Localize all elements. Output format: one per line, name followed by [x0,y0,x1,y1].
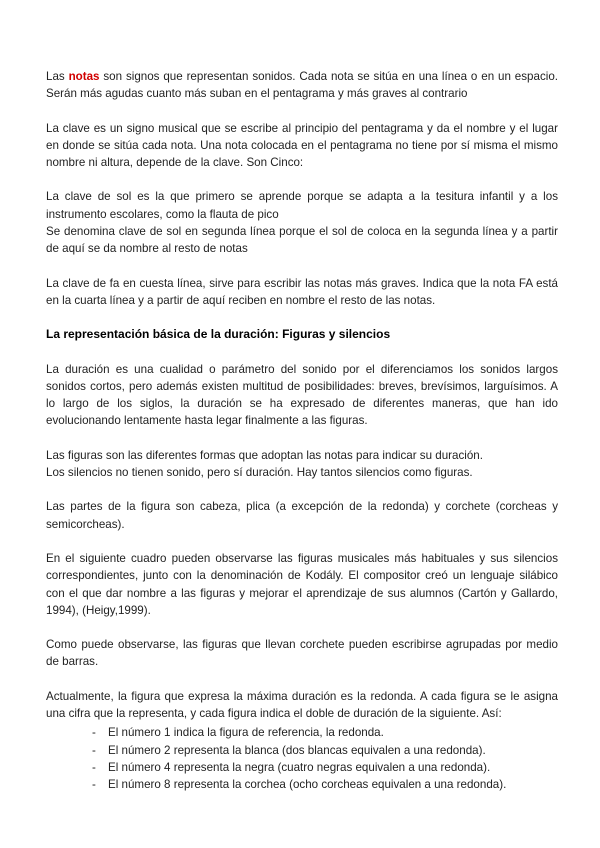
figures-list [46,724,558,793]
list-item-text: El número 1 indica la figura de referencia, la redonda. [108,726,384,740]
paragraph-silencios: Los silencios no tienen sonido, pero sí duración. Hay tantos silencios como figuras. [46,466,473,480]
list-dash: - [92,726,96,740]
list-dash: - [92,760,96,774]
list-item-text: El número 4 representa la negra (cuatro negras equivalen a una redonda). [108,760,491,774]
paragraph-partes-figura: Las partes de la figura son cabeza, plica (a excepción de la redonda) y corchete (corcheas y semicorcheas). [46,500,558,531]
list-item-text: El número 2 representa la blanca (dos blancas equivalen a una redonda). [108,743,486,757]
paragraph-clave-fa: La clave de fa en cuesta línea, sirve para escribir las notas más graves. Indica que la nota FA está en la cuarta línea y a partir de aquí reciben en nombre el resto de las notas. [46,276,558,307]
paragraph-duracion: La duración es una cualidad o parámetro del sonido por el diferenciamos los sonidos largos sonidos cortos, pero además existen multitud de posibilidades: breves, brevísimos, larguísimos. A lo largo de los siglos, la duración se ha expresado de diferentes maneras, que han ido evolucionando lentamente hasta legar finalmente a las figuras. [46,362,558,428]
list-item-text: El número 8 representa la corchea (ocho corcheas equivalen a una redonda). [108,778,507,792]
list-item [92,742,558,759]
list-item [92,724,558,741]
paragraph-notas [46,68,558,103]
list-dash: - [92,778,96,792]
paragraph-clave-sol: La clave de sol es la que primero se aprende porque se adapta a la tesitura infantil y a los instrumento escolares, como la flauta de pico [46,190,558,221]
section-heading: La representación básica de la duración: Figuras y silencios [46,327,391,342]
list-item [92,759,558,776]
notas-highlight: notas [68,70,100,83]
list-dash: - [92,743,96,757]
paragraph-figuras: Las figuras son las diferentes formas que adoptan las notas para indicar su duración. [46,448,483,462]
paragraph-corchete: Como puede observarse, las figuras que llevan corchete pueden escribirse agrupadas por medio de barras. [46,638,558,669]
paragraph-clave: La clave es un signo musical que se escribe al principio del pentagrama y da el nombre y el lugar en donde se sitúa cada nota. Una nota colocada en el pentagrama no tiene por sí misma el mismo nombre ni altura, depende de la clave. Son Cinco: [46,121,558,170]
paragraph-cuadro: En el siguiente cuadro pueden observarse las figuras musicales más habituales y sus silencios correspondientes, junto con la denominación de Kodály. El compositor creó un lenguaje silábico con el que dar nombre a las figuras y mejorar el aprendizaje de sus alumnos (Cartón y Gallardo, 1994), (Heigy,1999). [46,551,558,617]
paragraph-notas-prefix: Las [46,70,69,83]
list-item [92,776,558,793]
paragraph-redonda: Actualmente, la figura que expresa la máxima duración es la redonda. A cada figura se le asigna una cifra que la representa, y cada figura indica el doble de duración de la siguiente. Así: [46,689,558,721]
paragraph-clave-sol-segunda: Se denomina clave de sol en segunda línea porque el sol de coloca en la segunda línea y a partir de aquí se da nombre al resto de notas [46,225,558,256]
document-page [46,68,558,794]
paragraph-notas-rest: son signos que representan sonidos. Cada nota se sitúa en una línea o en un espacio. Serán más agudas cuanto más suban en el pentagrama y más graves al contrario [46,70,558,101]
